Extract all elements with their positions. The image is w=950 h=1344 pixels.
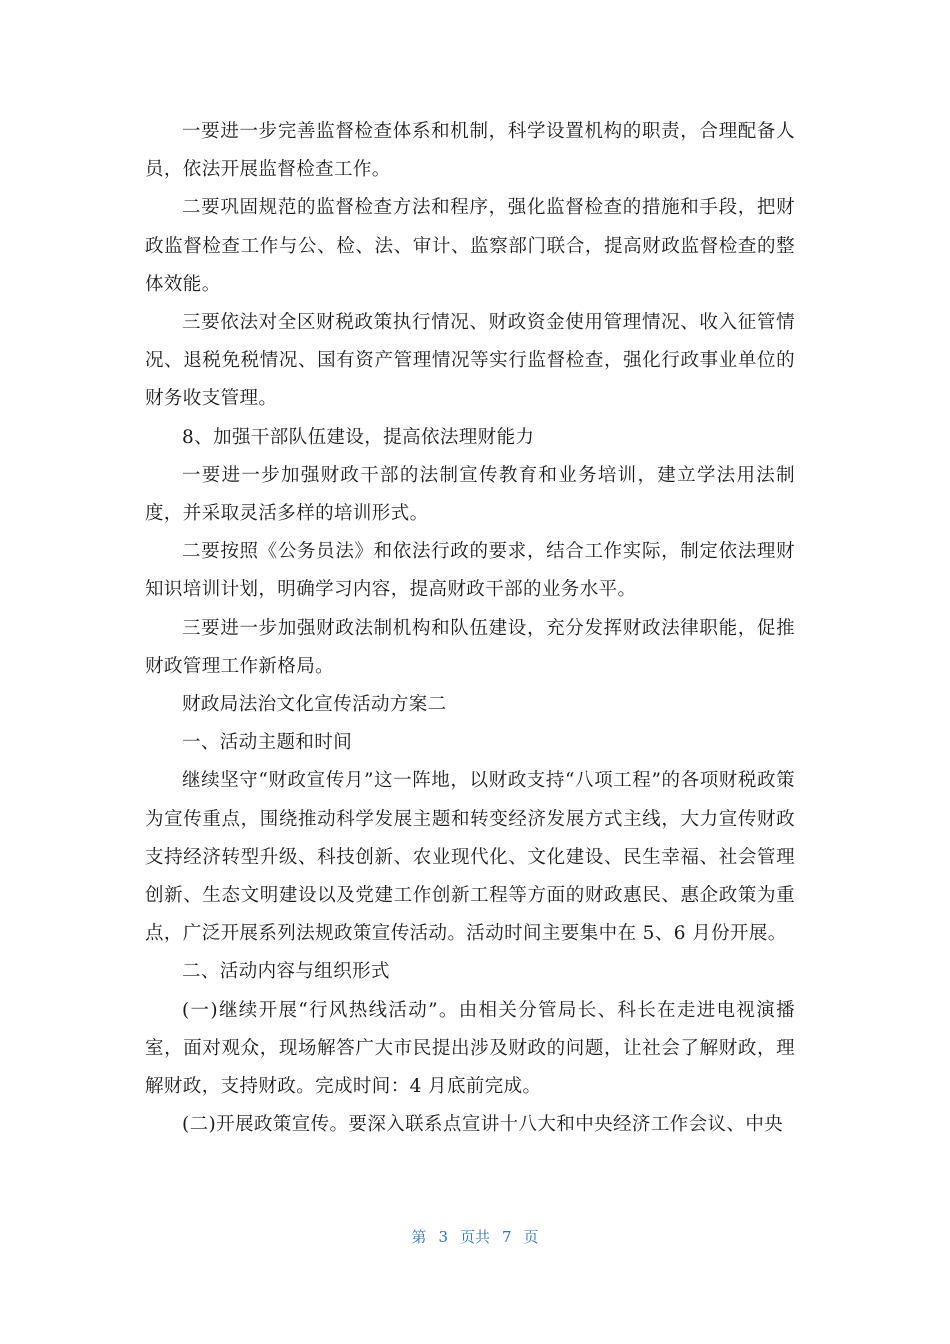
paragraph: 二要按照《公务员法》和依法行政的要求，结合工作实际，制定依法理财知识培训计划，明确学习内容，提高财政干部的业务水平。 xyxy=(145,541,795,601)
paragraph: 二要巩固规范的监督检查方法和程序，强化监督检查的措施和手段，把财政监督检查工作与公、检、法、审计、监察部门联合，提高财政监督检查的整体效能。 xyxy=(145,197,795,295)
page-footer xyxy=(0,1226,950,1247)
paragraph: 三要依法对全区财税政策执行情况、财政资金使用管理情况、收入征管情况、退税免税情况、国有资产管理情况等实行监督检查，强化行政事业单位的财务收支管理。 xyxy=(145,312,795,410)
document-subtitle: 财政局法治文化宣传活动方案二 xyxy=(182,694,447,716)
paragraph: (二)开展政策宣传。要深入联系点宣讲十八大和中央经济工作会议、中央 xyxy=(182,1114,784,1136)
footer-label-page: 第 xyxy=(411,1228,427,1246)
footer-current-page: 3 xyxy=(438,1228,448,1246)
paragraph: 一要进一步完善监督检查体系和机制，科学设置机构的职责，合理配备人员，依法开展监督检查工作。 xyxy=(145,121,795,181)
footer-label-end: 页 xyxy=(523,1228,539,1246)
paragraph: 三要进一步加强财政法制机构和队伍建设，充分发挥财政法律职能，促推财政管理工作新格局。 xyxy=(145,617,795,677)
section-heading: 8、加强干部队伍建设，提高依法理财能力 xyxy=(182,426,535,448)
footer-total-pages: 7 xyxy=(502,1228,512,1246)
paragraph: 继续坚守“财政宣传月”这一阵地，以财政支持“八项工程”的各项财税政策为宣传重点，围绕推动科学发展主题和转变经济发展方式主线，大力宣传财政支持经济转型升级、科技创新、农业现代化、文化建设、民生幸福、社会管理创新、生态文明建设以及党建工作创新工程等方面的财政惠民、惠企政策为重点，广泛开展系列法规政策宣传活动。活动时间主要集中在 5、6 月份开展。 xyxy=(145,770,795,945)
paragraph: (一)继续开展“行风热线活动”。由相关分管局长、科长在走进电视演播室，面对观众，现场解答广大市民提出涉及财政的问题，让社会了解财政，理解财政，支持财政。完成时间：4 月底前完成。 xyxy=(145,999,795,1098)
section-heading: 一、活动主题和时间 xyxy=(182,732,353,754)
document-body xyxy=(145,113,795,1144)
section-heading: 二、活动内容与组织形式 xyxy=(182,961,390,983)
paragraph: 一要进一步加强财政干部的法制宣传教育和业务培训，建立学法用法制度，并采取灵活多样的培训形式。 xyxy=(145,464,795,525)
footer-label-of: 页共 xyxy=(459,1228,490,1246)
